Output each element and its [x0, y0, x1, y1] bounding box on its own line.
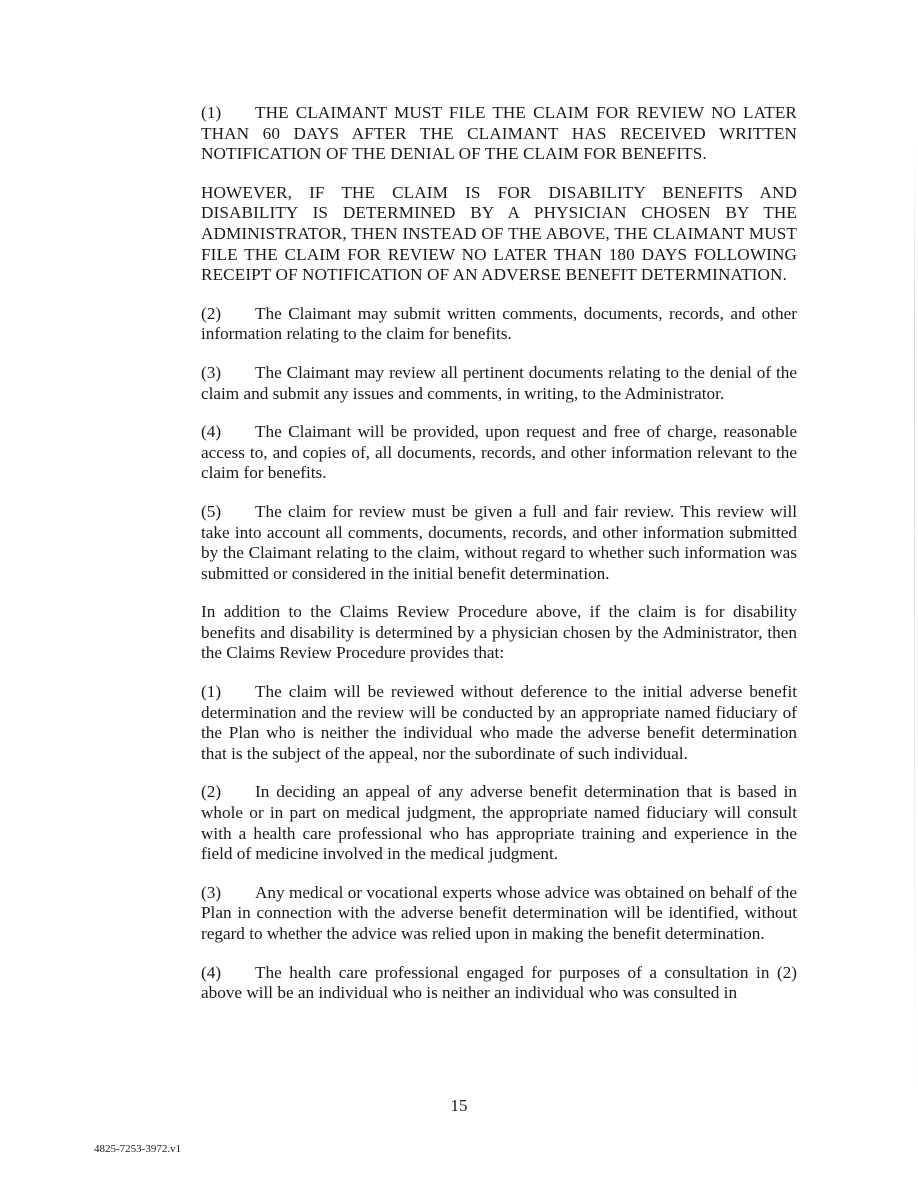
paragraph-text: The Claimant may review all pertinent documents relating to the denial of the claim and submit any issues and comments, in writing, to the Administrator.: [201, 362, 797, 403]
document-id: 4825-7253-3972.v1: [94, 1143, 182, 1155]
paragraph-1: [201, 103, 797, 165]
paragraph-text: In addition to the Claims Review Procedure above, if the claim is for disability benefits and disability is determined by a physician chosen by the Administrator, then the Claims Review Procedure provides that:: [201, 602, 797, 663]
page-body: [201, 103, 797, 1022]
paragraph-text: The claim for review must be given a full and fair review. This review will take into account all comments, documents, records, and other information submitted by the Claimant relating to the claim, without regard to whether such information was submitted or considered in the initial benefit determination.: [201, 501, 797, 583]
paragraph-number: (1): [201, 682, 222, 702]
paragraph-number: (2): [201, 303, 222, 323]
paragraph-text: The claim will be reviewed without deference to the initial adverse benefit determination and the review will be conducted by an appropriate named fiduciary of the Plan who is neither the individual who made the adverse benefit determination that is the subject of the appeal, nor the subordinate of such individual.: [201, 682, 797, 763]
paragraph-text: HOWEVER, IF THE CLAIM IS FOR DISABILITY BENEFITS AND DISABILITY IS DETERMINED BY A PHYSICIAN CHOSEN BY THE ADMINISTRATOR, THEN INSTEAD OF THE ABOVE, THE CLAIMANT MUST FILE THE CLAIM FOR REVIEW NO LATER THAN 180 DAYS FOLLOWING RECEIPT OF NOTIFICATION OF AN ADVERSE BENEFIT DETERMINATION.: [201, 182, 797, 285]
paragraph-text: THE CLAIMANT MUST FILE THE CLAIM FOR REVIEW NO LATER THAN 60 DAYS AFTER THE CLAIMANT HAS RECEIVED WRITTEN NOTIFICATION OF THE DENIAL OF THE CLAIM FOR BENEFITS.: [201, 103, 797, 164]
paragraph-text: In deciding an appeal of any adverse benefit determination that is based in whole or in part on medical judgment, the appropriate named fiduciary will consult with a health care professional who has appropriate training and experience in the field of medicine involved in the medical judgment.: [201, 782, 797, 864]
paragraph-however: [201, 183, 797, 286]
paragraph-in-addition: [201, 602, 797, 664]
paragraph-number: (3): [201, 882, 222, 902]
paragraph-review-3: [201, 883, 797, 945]
paragraph-text: The Claimant may submit written comments, documents, records, and other information relating to the claim for benefits.: [201, 303, 797, 344]
paragraph-number: (3): [201, 362, 222, 382]
paragraph-number: (4): [201, 962, 222, 982]
paragraph-review-2: [201, 782, 797, 864]
paragraph-review-4: [201, 963, 797, 1004]
paragraph-number: (4): [201, 422, 222, 442]
paragraph-text: Any medical or vocational experts whose advice was obtained on behalf of the Plan in connection with the adverse benefit determination will be identified, without regard to whether the advice was relied upon in making the benefit determination.: [201, 882, 797, 943]
paragraph-number: (1): [201, 103, 222, 122]
paragraph-text: The Claimant will be provided, upon request and free of charge, reasonable access to, and copies of, all documents, records, and other information relevant to the claim for benefits.: [201, 422, 797, 483]
paragraph-number: (5): [201, 501, 222, 521]
paragraph-text: The health care professional engaged for purposes of a consultation in (2) above will be an individual who is neither an individual who was consulted in: [201, 962, 797, 1003]
paragraph-4: [201, 422, 797, 484]
paragraph-5: [201, 502, 797, 584]
page-number: 15: [450, 1096, 468, 1115]
paragraph-review-1: [201, 682, 797, 764]
scan-edge-line: [914, 140, 915, 1100]
paragraph-2: [201, 304, 797, 345]
paragraph-3: [201, 363, 797, 404]
paragraph-number: (2): [201, 782, 222, 802]
